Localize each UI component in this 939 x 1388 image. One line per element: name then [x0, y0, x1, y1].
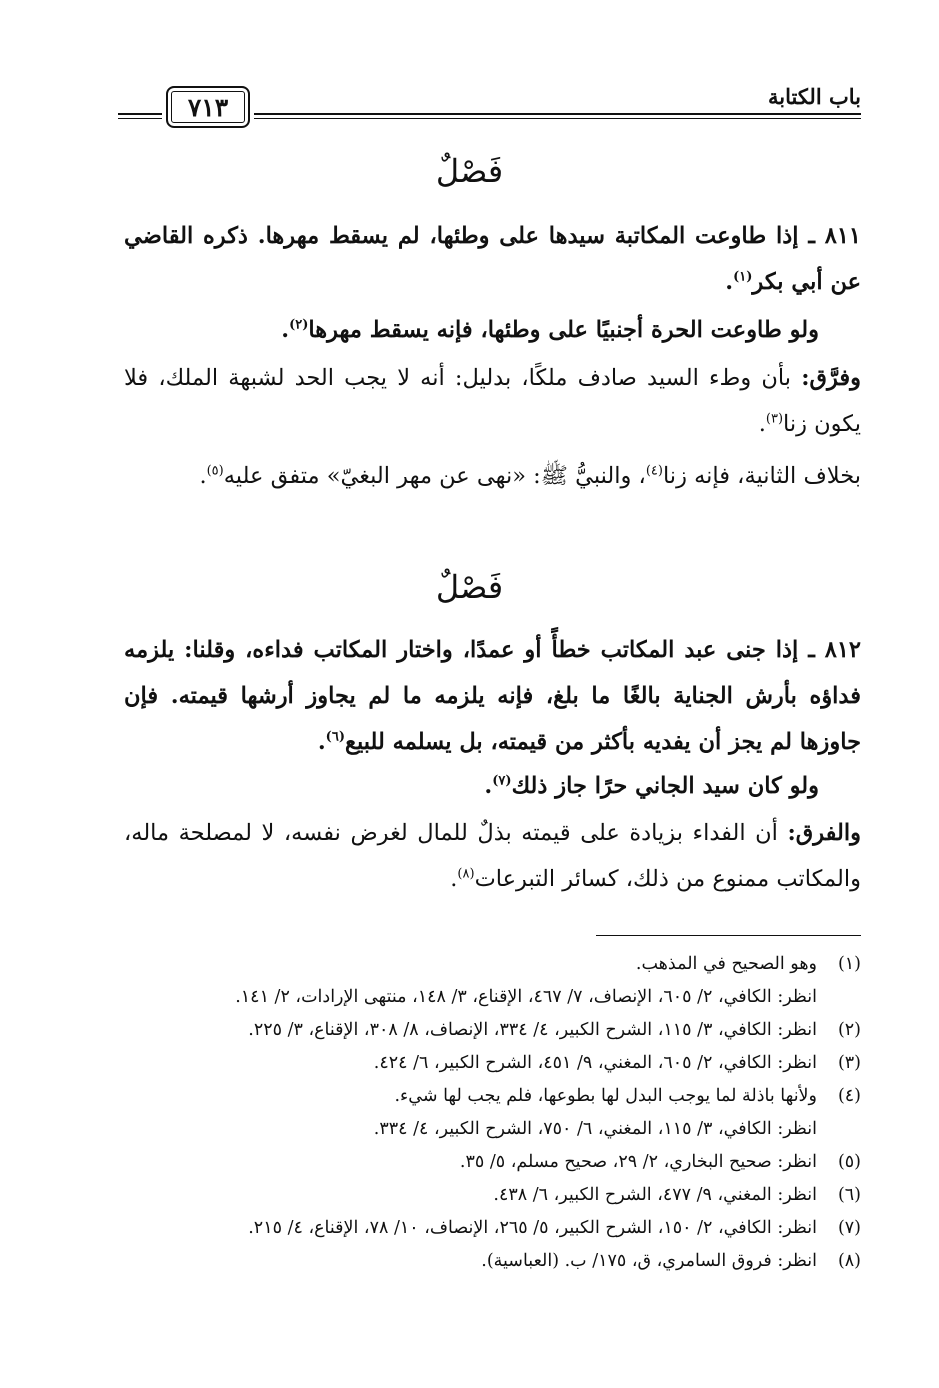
second-case-text: ولو كان سيد الجاني حرًا جاز ذلك	[511, 773, 819, 799]
footnote-number: (١)	[837, 954, 861, 974]
second-case-text: ولو طاوعت الحرة أجنبيًا على وطئها، فإنه يسقط مهرها	[308, 317, 819, 343]
footnote-separator	[596, 935, 861, 936]
second-case	[124, 307, 819, 353]
header-rule	[254, 113, 861, 115]
footnote-ref: (٨)	[457, 866, 475, 882]
footnote-number: (٣)	[837, 1053, 861, 1073]
footnote-item	[116, 948, 861, 1014]
difference-para	[124, 355, 861, 447]
second-case-end: .	[281, 317, 290, 343]
footnote-text: انظر: فروق السامري، ق، ١٧٥/ ب. (العباسية).	[481, 1251, 817, 1271]
footnote-number: (٧)	[837, 1218, 861, 1238]
issue-number: ٨١٢ ـ	[808, 637, 861, 663]
contrast-text: ، والنبيُّ ﷺ: «نهى عن مهر البغيّ» متفق عليه	[223, 463, 646, 489]
header-rule	[118, 118, 162, 119]
difference-end: .	[450, 866, 458, 892]
footnote-ref: (٧)	[492, 773, 512, 789]
footnotes	[116, 948, 861, 1278]
footnote-ref: (٣)	[765, 411, 784, 427]
chapter-title: باب الكتابة	[768, 84, 861, 109]
footnote-item	[116, 1179, 861, 1212]
contrast-para	[124, 453, 861, 499]
page-number-frame	[166, 86, 250, 128]
issue-text: إذا جنى عبد المكاتب خطأً أو عمدًا، واختار المكاتب فداءه، وقلنا: يلزمه فداؤه بأرش الجناية بالغًا ما بلغ، فإنه يلزمه ما لم يجاوز أرشها قيمته. فإن جاوزها لم يجز أن يفديه بأكثر من قيمته، بل يسلمه للبيع	[124, 637, 861, 755]
contrast-text: بخلاف الثانية، فإنه زنا	[662, 463, 861, 489]
footnote-item	[116, 1146, 861, 1179]
issue-number: ٨١١ ـ	[808, 223, 861, 249]
footnote-number: (٥)	[837, 1152, 861, 1172]
footnote-text: انظر: الكافي، ٢/ ٦٠٥، الإنصاف، ٧/ ٤٦٧، الإقناع، ٣/ ١٤٨، منتهى الإرادات، ٢/ ١٤١.	[235, 987, 817, 1007]
footnote-text: وهو الصحيح في المذهب.	[635, 954, 817, 974]
difference-para	[124, 810, 861, 902]
footnote-number: (٨)	[837, 1251, 861, 1271]
footnote-ref: (٤)	[645, 463, 663, 479]
footnote-text: ولأنها باذلة لما يوجب البدل لها بطوعها، فلم يجب لها شيء.	[394, 1086, 817, 1106]
footnote-ref: (٢)	[289, 317, 309, 333]
header-rule	[118, 113, 162, 115]
difference-text: أن الفداء بزيادة على قيمته بذلٌ للمال لغرض نفسه، لا لمصلحة ماله، والمكاتب ممنوع من ذلك، كسائر التبرعات	[124, 820, 861, 892]
issue-end: .	[725, 269, 734, 295]
contrast-end: .	[199, 463, 207, 489]
issue-812	[124, 627, 861, 765]
footnote-text: انظر: الكافي، ٣/ ١١٥، المغني، ٦/ ٧٥٠، الشرح الكبير، ٤/ ٣٣٤.	[373, 1119, 817, 1139]
second-case	[124, 763, 819, 809]
header-rule	[254, 118, 861, 119]
section-heading: فَصْلٌ	[435, 568, 504, 606]
footnote-item	[116, 1245, 861, 1278]
footnote-ref: (٦)	[325, 729, 345, 745]
issue-811	[124, 213, 861, 305]
footnote-number: (٤)	[837, 1086, 861, 1106]
difference-end: .	[758, 411, 766, 437]
difference-text: بأن وطء السيد صادف ملكًا، بدليل: أنه لا يجب الحد لشبهة الملك، فلا يكون زنا	[124, 365, 861, 437]
footnote-ref: (١)	[733, 269, 753, 285]
footnote-item	[116, 1047, 861, 1080]
issue-text: إذا طاوعت المكاتبة سيدها على وطئها، لم يسقط مهرها. ذكره القاضي عن أبي بكر	[124, 223, 861, 295]
difference-label: والفرق:	[787, 820, 861, 846]
footnote-item	[116, 1014, 861, 1047]
footnote-number: (٦)	[837, 1185, 861, 1205]
footnote-item	[116, 1080, 861, 1146]
footnote-text: انظر: الكافي، ٣/ ١١٥، الشرح الكبير، ٤/ ٣٣٤، الإنصاف، ٨/ ٣٠٨، الإقناع، ٣/ ٢٢٥.	[248, 1020, 817, 1040]
footnote-number: (٢)	[837, 1020, 861, 1040]
second-case-end: .	[484, 773, 493, 799]
page-number: ٧١٣	[187, 92, 229, 122]
footnote-text: انظر: المغني، ٩/ ٤٧٧، الشرح الكبير، ٦/ ٤٣٨.	[493, 1185, 817, 1205]
footnote-ref: (٥)	[206, 463, 224, 479]
difference-label: وفرَّق:	[801, 365, 861, 391]
footnote-text: انظر: الكافي، ٢/ ١٥٠، الشرح الكبير، ٥/ ٢٦٥، الإنصاف، ١٠/ ٧٨، الإقناع، ٤/ ٢١٥.	[248, 1218, 817, 1238]
issue-end: .	[317, 729, 326, 755]
section-heading: فَصْلٌ	[435, 152, 504, 190]
footnote-text: انظر: الكافي، ٢/ ٦٠٥، المغني، ٩/ ٤٥١، الشرح الكبير، ٦/ ٤٢٤.	[373, 1053, 817, 1073]
footnote-text: انظر: صحيح البخاري، ٢/ ٢٩، صحيح مسلم، ٥/ ٣٥.	[459, 1152, 817, 1172]
footnote-item	[116, 1212, 861, 1245]
